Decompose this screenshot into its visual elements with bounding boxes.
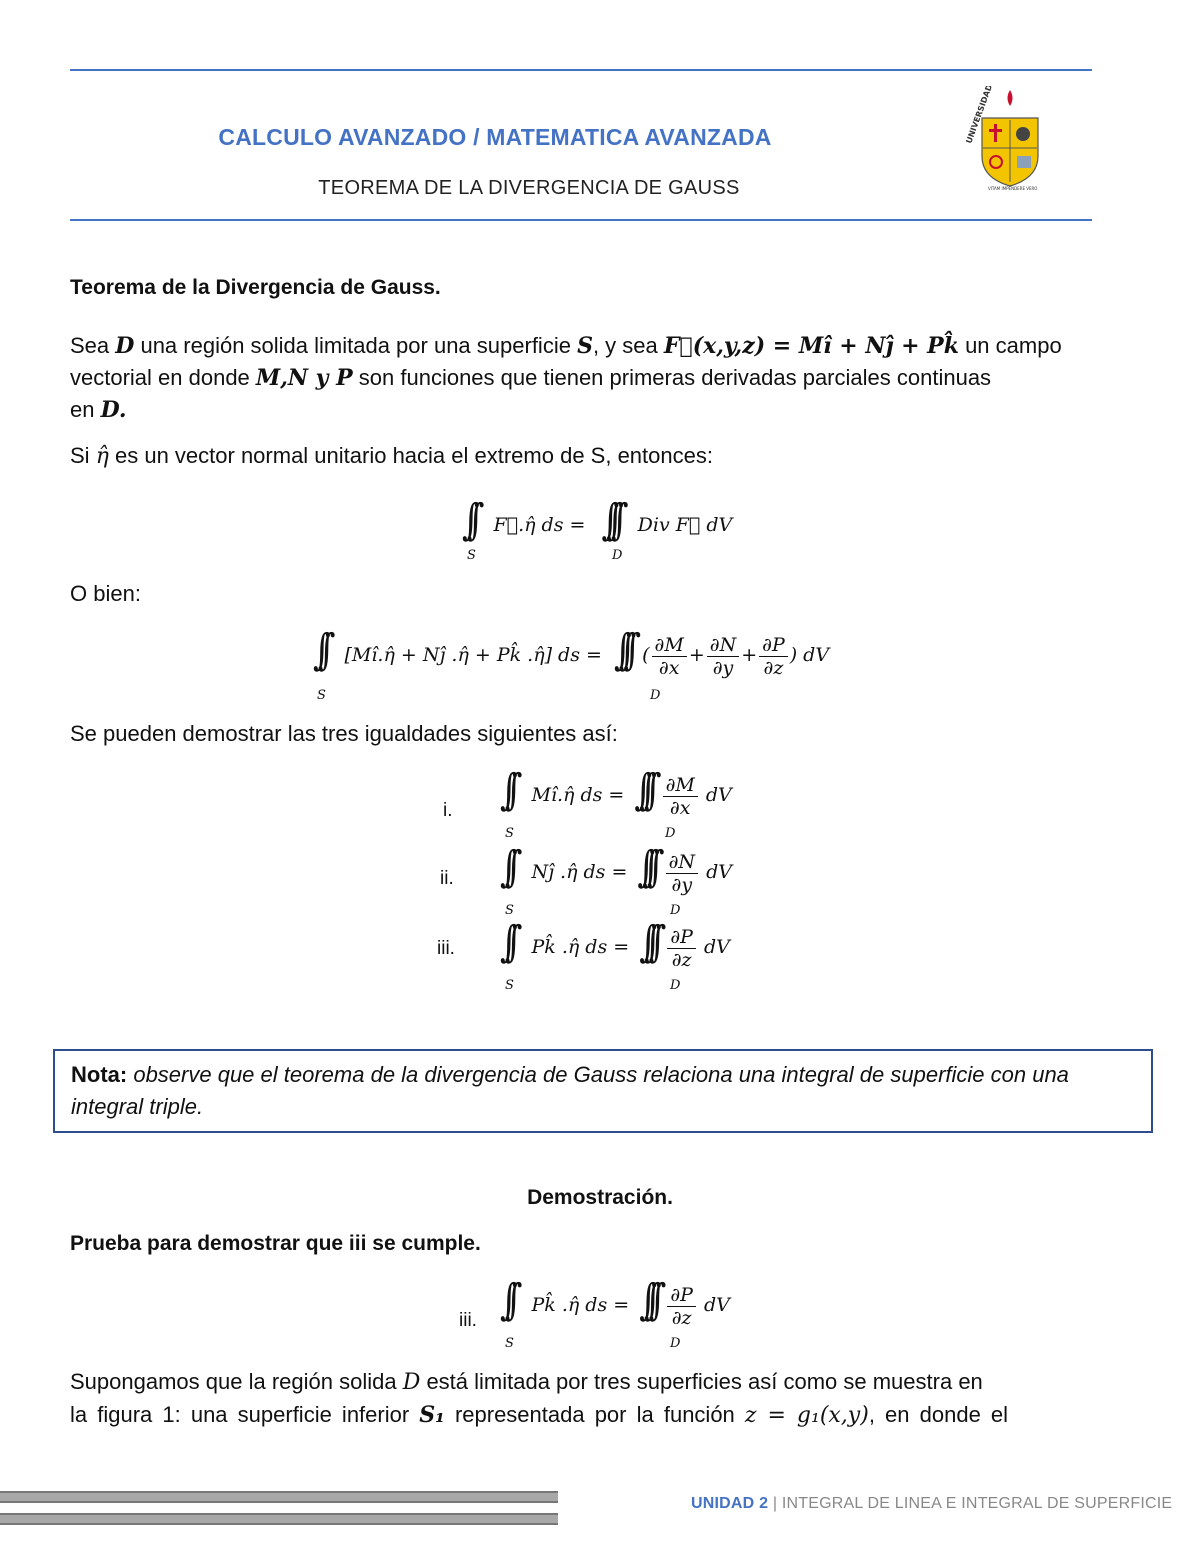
demo-equation-iii: ∫∫ Pk̂ .η̂ ds = ∫∫∫ $\frac{\partial P}{\partial z}$ dV [500,1275,730,1329]
document-subtitle: TEOREMA DE LA DIVERGENCIA DE GAUSS [318,177,740,199]
equation-i-sub-d: D [665,826,676,841]
equation-i: ∫∫ Mî.η̂ ds = ∫∫∫ $\frac{\partial M}{\partial x}$ dV [500,765,732,819]
equation-expanded: ∫∫ [Mî.η̂ + Nĵ .η̂ + Pk̂ .η̂] ds = ∫∫∫ ( $\frac{\partial M}{\partial x}$ + $\frac{\partial N}{\partial y}$ + $\frac{\partial P}{\partial z}$ ) dV [313,625,830,679]
equation-main-sub-s: S [467,548,476,563]
paragraph-line-1: Sea D una región solida limitada por una superficie S, y sea F⃗(x,y,z) = Mî + Nĵ + Pk̂ un campo [70,333,1062,359]
footer-bar-top [0,1491,558,1503]
header-rule-bottom [70,219,1092,221]
roman-i: i. [443,800,453,821]
demo-paragraph-line-2: la figura 1: una superficie inferior S₁ representada por la función z = g₁(x,y), en donde el [70,1402,1009,1428]
demo-subheading: Prueba para demostrar que iii se cumple. [70,1232,481,1255]
demo-paragraph-line-1: Supongamos que la región solida D está limitada por tres superficies así como se muestra en [70,1369,983,1395]
equation-iii-sub-d: D [670,978,681,993]
footer-topic: INTEGRAL DE LINEA E INTEGRAL DE SUPERFICIE [781,1495,1173,1512]
equation-main-sub-d: D [612,548,623,563]
footer-bar-bottom [0,1513,558,1525]
equation-main: ∫∫ F⃗.η̂ ds = ∫∫∫ Div F⃗ dV [462,495,733,545]
note-text: observe que el teorema de la divergencia de Gauss relaciona una integral de superficie con una integral triple. [71,1062,1069,1119]
demo-equation-sub-d: D [670,1336,681,1351]
document-title: CALCULO AVANZADO / MATEMATICA AVANZADA [218,124,772,150]
footer-text: UNIDAD 2 | INTEGRAL DE LINEA E INTEGRAL DE SUPERFICIE [691,1495,1173,1512]
section-heading: Teorema de la Divergencia de Gauss. [70,276,441,299]
equation-expanded-sub-s: S [317,688,326,703]
equation-expanded-sub-d: D [650,688,661,703]
equation-ii-sub-d: D [670,903,681,918]
igualdades-text: Se pueden demostrar las tres igualdades siguientes así: [70,721,618,746]
equation-iii-sub-s: S [505,978,514,993]
university-logo [955,86,1065,196]
paragraph-line-3: en D. [70,397,127,423]
roman-ii: ii. [440,868,454,889]
paragraph-line-4: Si η̂ es un vector normal unitario hacia el extremo de S, entonces: [70,443,713,469]
demo-heading: Demostración. [527,1186,673,1209]
note-box [53,1049,1153,1133]
equation-ii-sub-s: S [505,903,514,918]
paragraph-line-2: vectorial en donde M,N y P son funciones que tienen primeras derivadas parciales continuas [70,365,992,391]
equation-iii: ∫∫ Pk̂ .η̂ ds = ∫∫∫ $\frac{\partial P}{\partial z}$ dV [500,917,730,971]
obien-text: O bien: [70,581,141,606]
demo-equation-sub-s: S [505,1336,514,1351]
roman-iii: iii. [437,938,455,959]
demo-roman-iii: iii. [459,1310,477,1331]
equation-i-sub-s: S [505,826,514,841]
footer-unit: UNIDAD 2 [691,1495,769,1512]
header-rule-top [70,69,1092,71]
equation-ii: ∫∫ Nĵ .η̂ ds = ∫∫∫ $\frac{\partial N}{\partial y}$ dV [500,842,732,896]
logo-motto: VITAM IMPENDERE VERO [988,186,1038,191]
note-label: Nota: [71,1062,128,1087]
